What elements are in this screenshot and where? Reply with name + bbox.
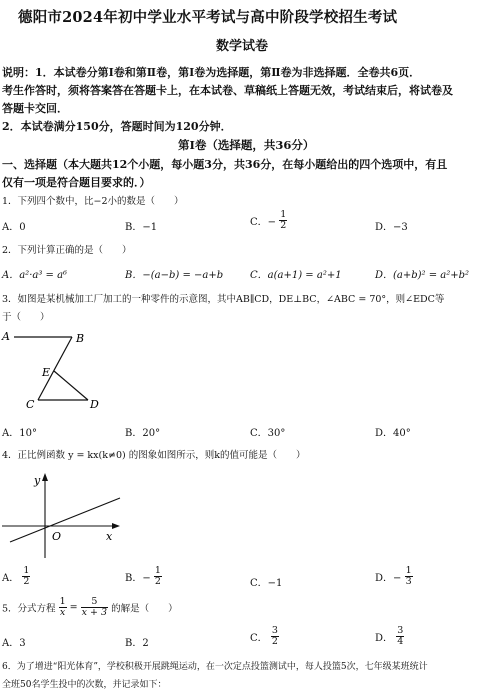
q5-d-numerator: 3	[397, 625, 404, 636]
q4-label-y: y	[34, 474, 41, 487]
q5-equals: =	[69, 602, 78, 613]
q5-option-d-fraction	[396, 626, 404, 647]
q6-line-1: 6．为了增进“阳光体育”，学校积极开展跳绳运动，在一次定点投篮测试中，每人投篮5次，七年级某班统计	[2, 662, 428, 672]
q2-option-d: D．(a+b)² = a²+b²	[375, 270, 470, 281]
q5-stem	[2, 597, 178, 618]
q5-rhs-fraction	[81, 597, 108, 618]
q3-option-c: C．30°	[250, 428, 286, 439]
section-intro-1: 一、选择题（本大题共12个小题，每小题3分，共36分，在每小题给出的四个选项中，有且	[2, 158, 448, 171]
q1-option-c-prefix: C．−	[250, 217, 277, 228]
q4-a-numerator: 1	[23, 565, 30, 576]
q3-label-c: C	[26, 398, 35, 411]
q3-label-e: E	[42, 366, 51, 379]
q3-stem-2: 于（ ）	[2, 312, 50, 323]
q5-rhs-numerator: 5	[81, 597, 108, 608]
q2-option-c: C．a(a+1) = a²+1	[250, 270, 342, 281]
q4-option-c: C．−1	[250, 578, 283, 589]
instructions-line-1: 说明：1．本试卷分第Ⅰ卷和第Ⅱ卷，第Ⅰ卷为选择题，第Ⅱ卷为非选择题．全卷共6页．	[2, 66, 421, 79]
q1-option-c-fraction	[279, 210, 287, 231]
q3-figure	[0, 326, 120, 418]
q4-stem: 4．正比例函数 y = kx(k≠0) 的图象如图所示，则k的值可能是（ ）	[2, 450, 306, 461]
q5-rhs-denominator: x + 3	[81, 607, 108, 618]
q4-b-denominator: 2	[154, 576, 161, 587]
section-intro-2: 仅有一项是符合题目要求的．）	[2, 176, 151, 189]
q2-option-a: A．a²·a³ = a⁶	[2, 270, 68, 281]
q4-option-a-prefix: A．	[2, 573, 20, 584]
q4-a-denominator: 2	[23, 576, 30, 587]
q5-c-numerator: 3	[271, 625, 278, 636]
q3-segment-de	[54, 371, 88, 400]
q4-d-numerator: 1	[405, 565, 412, 576]
q3-option-d: D．40°	[375, 428, 411, 439]
instructions-line-4: 2．本试卷满分150分，答题时间为120分钟．	[2, 120, 232, 133]
q4-x-axis-arrow	[112, 523, 120, 529]
q5-option-d-prefix: D．	[375, 633, 394, 644]
exam-subtitle: 数学试卷	[216, 39, 269, 54]
q4-option-a	[2, 566, 30, 587]
q5-option-d	[375, 626, 404, 647]
q4-label-x: x	[106, 530, 113, 543]
q3-option-a: A．10°	[2, 428, 37, 439]
q1-option-a: A．0	[2, 222, 26, 233]
q4-figure	[0, 470, 125, 562]
q4-option-b-prefix: B．−	[125, 573, 151, 584]
q5-lhs-numerator: 1	[59, 596, 66, 607]
q1-option-c	[250, 210, 287, 231]
q4-b-numerator: 1	[154, 565, 161, 576]
q5-option-b: B．2	[125, 638, 149, 649]
q5-option-a: A．3	[2, 638, 26, 649]
q3-stem: 3．如图是某机械加工厂加工的一种零件的示意图，其中AB∥CD，DE⊥BC，∠ABC = 70°，则∠EDC等	[2, 294, 445, 305]
q1-c-numerator: 1	[280, 209, 287, 220]
q5-stem-suffix: 的解是（ ）	[111, 603, 178, 615]
q1-option-b: B．−1	[125, 222, 158, 233]
q5-option-c-prefix: C．	[250, 633, 268, 644]
q4-option-b-fraction	[154, 566, 162, 587]
q5-lhs-denominator: x	[59, 607, 66, 618]
q4-option-d-fraction	[405, 566, 413, 587]
q1-stem: 1．下列四个数中，比−2小的数是（ ）	[2, 196, 184, 207]
q5-d-denominator: 4	[397, 636, 404, 647]
instructions-line-3: 答题卡交回．	[2, 102, 68, 115]
q2-option-b: B．−(a−b) = −a+b	[125, 270, 224, 281]
q5-c-denominator: 2	[271, 636, 278, 647]
q5-stem-prefix: 5．分式方程	[2, 603, 56, 615]
q4-function-line	[10, 498, 120, 542]
q2-stem: 2．下列计算正确的是（ ）	[2, 245, 132, 256]
q4-option-d-prefix: D．−	[375, 573, 402, 584]
q5-option-c-fraction	[271, 626, 279, 647]
q5-lhs-fraction	[59, 597, 67, 618]
q5-option-c	[250, 626, 279, 647]
q6-line-2: 全班50名学生投中的次数，并记录如下：	[2, 680, 167, 690]
exam-title: 德阳市2024年初中学业水平考试与高中阶段学校招生考试	[18, 9, 398, 26]
q3-label-a: A	[2, 330, 10, 343]
q4-y-axis-arrow	[42, 473, 48, 481]
q3-label-d: D	[90, 398, 99, 411]
q3-option-b: B．20°	[125, 428, 161, 439]
q4-option-b	[125, 566, 162, 587]
q4-option-d	[375, 566, 413, 587]
q4-label-origin: O	[52, 530, 62, 543]
instructions-line-2: 考生作答时，须将答案答在答题卡上，在本试卷、草稿纸上答题无效，考试结束后，将试卷及	[2, 84, 453, 97]
q1-option-d: D．−3	[375, 222, 408, 233]
q4-option-a-fraction	[22, 566, 30, 587]
section-heading: 第Ⅰ卷（选择题，共36分）	[178, 138, 315, 152]
q1-c-denominator: 2	[280, 220, 287, 231]
q4-d-denominator: 3	[405, 576, 412, 587]
q3-label-b: B	[76, 332, 85, 345]
